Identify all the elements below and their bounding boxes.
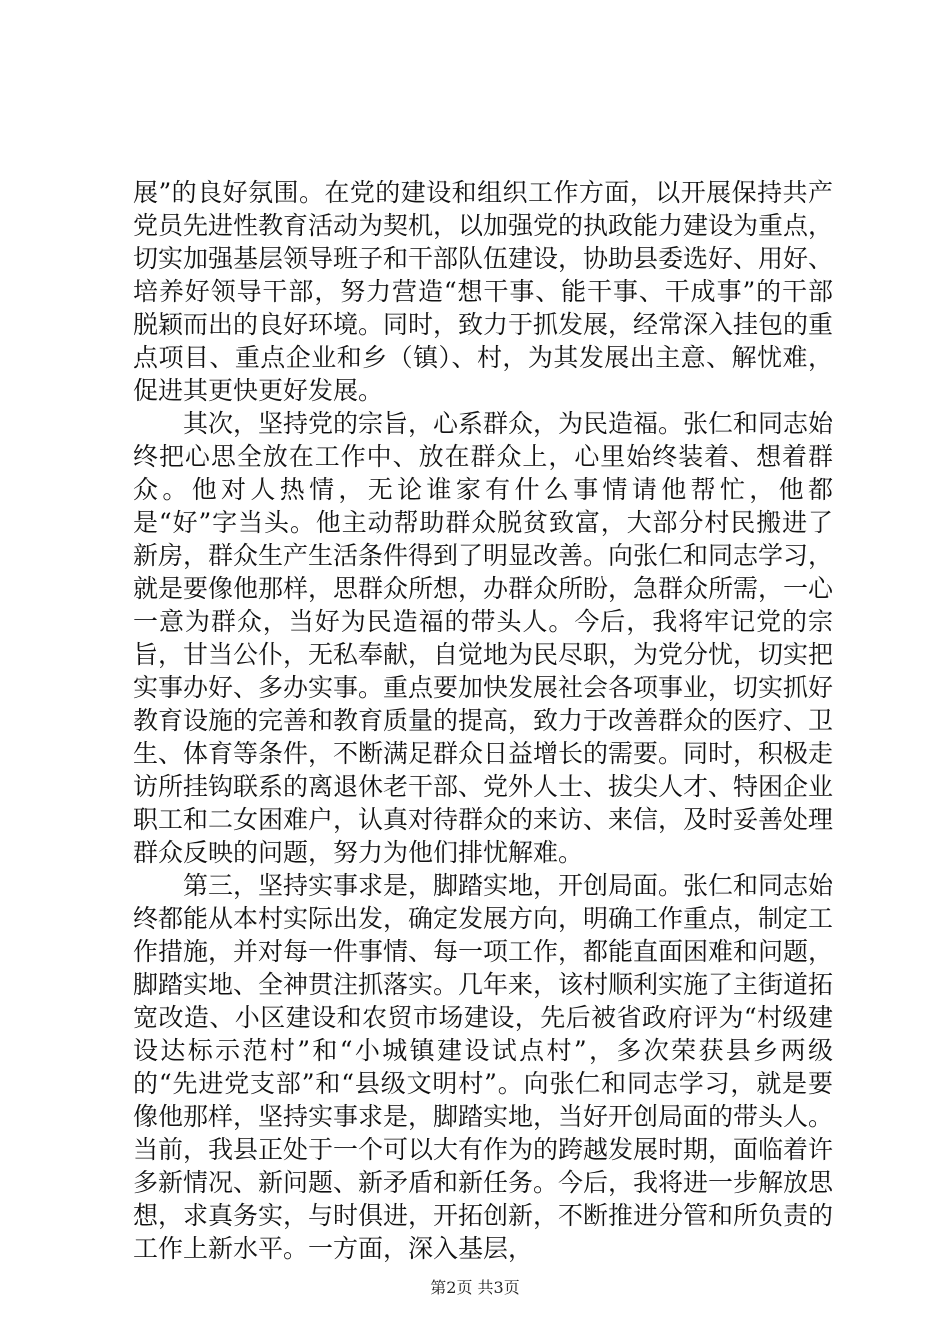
paragraph-1: 展”的良好氛围。在党的建设和组织工作方面，以开展保持共产党员先进性教育活动为契机，以加强党的执政能力建设为重点，切实加强基层领导班子和干部队伍建设，协助县委选好、用好、培养好领导干部，努力营造“想干事、能干事、干成事”的干部脱颖而出的良好环境。同时，致力于抓发展，经常深入挂包的重点项目、重点企业和乡（镇）、村，为其发展出主意、解忧难，促进其更快更好发展。 bbox=[133, 178, 834, 405]
paragraph-3: 第三，坚持实事求是，脚踏实地，开创局面。张仁和同志始终都能从本村实际出发，确定发展方向，明确工作重点，制定工作措施，并对每一件事情、每一项工作，都能直面困难和问题，脚踏实地、全神贯注抓落实。几年来，该村顺利实施了主街道拓宽改造、小区建设和农贸市场建设，先后被省政府评为“村级建设达标示范村”和“小城镇建设试点村”，多次荣获县乡两级的“先进党支部”和“县级文明村”。向张仁和同志学习，就是要像他那样，坚持实事求是，脚踏实地，当好开创局面的带头人。当前，我县正处于一个可以大有作为的跨越发展时期，面临着许多新情况、新问题、新矛盾和新任务。今后，我将进一步解放思想，求真务实，与时俱进，开拓创新，不断推进分管和所负责的工作上新水平。一方面，深入基层， bbox=[133, 871, 834, 1263]
paragraph-2: 其次，坚持党的宗旨，心系群众，为民造福。张仁和同志始终把心思全放在工作中、放在群众上，心里始终装着、想着群众。他对人热情，无论谁家有什么事情请他帮忙，他都是“好”字当头。他主动帮助群众脱贫致富，大部分村民搬进了新房，群众生产生活条件得到了明显改善。向张仁和同志学习，就是要像他那样，思群众所想，办群众所盼，急群众所需，一心一意为群众，当好为民造福的带头人。今后，我将牢记党的宗旨，甘当公仆，无私奉献，自觉地为民尽职，为党分忧，切实把实事办好、多办实事。重点要加快发展社会各项事业，切实抓好教育设施的完善和教育质量的提高，致力于改善群众的医疗、卫生、体育等条件，不断满足群众日益增长的需要。同时，积极走访所挂钩联系的离退休老干部、党外人士、拔尖人才、特困企业职工和二女困难户，认真对待群众的来访、来信，及时妥善处理群众反映的问题，努力为他们排忧解难。 bbox=[133, 409, 834, 867]
document-body bbox=[133, 176, 833, 1265]
page-footer: 第2页 共3页 bbox=[430, 1278, 520, 1297]
